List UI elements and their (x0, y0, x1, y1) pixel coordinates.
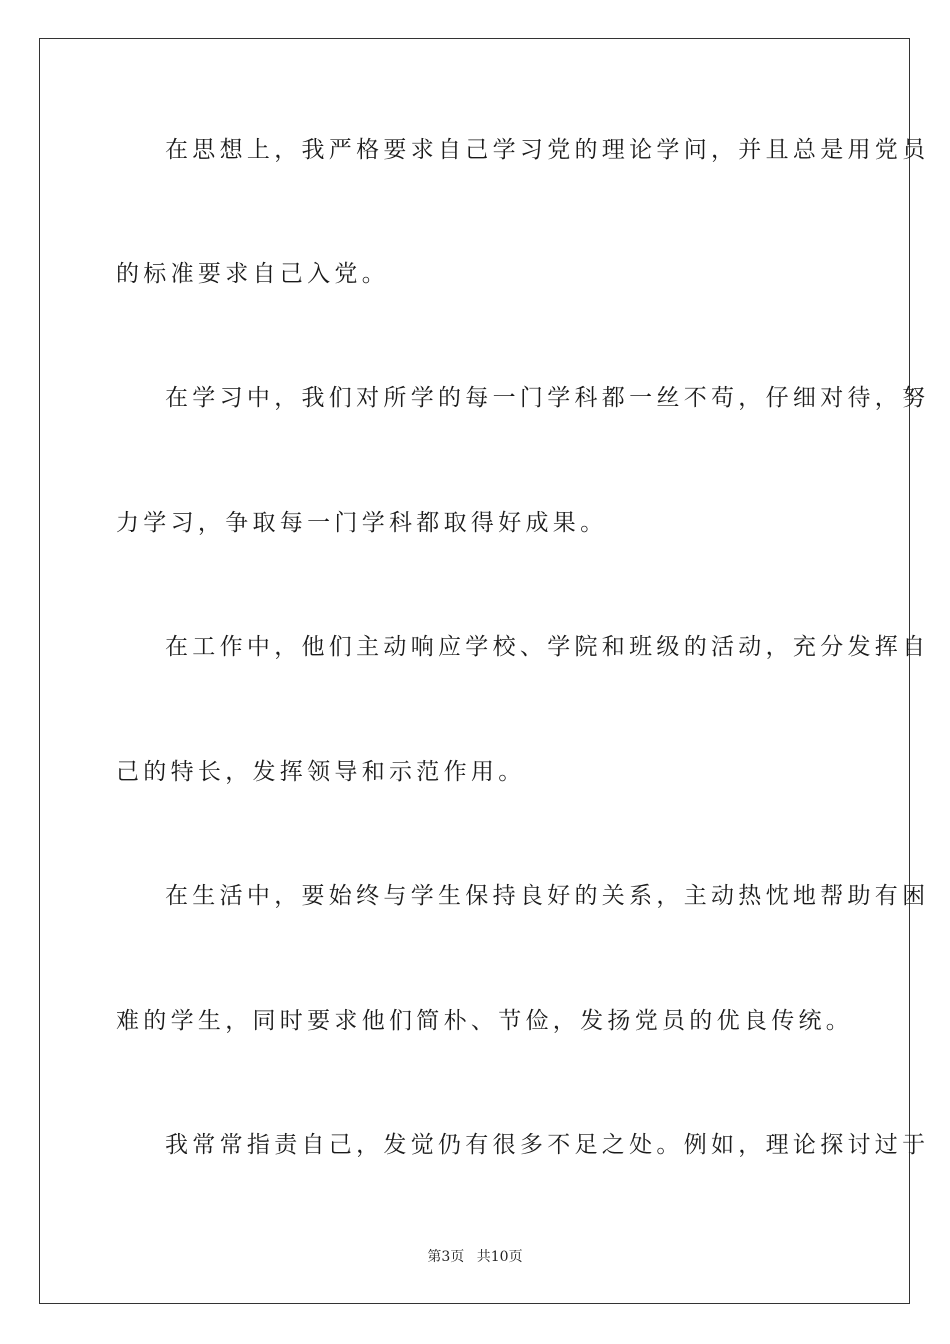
paragraph-1-line-1: 在思想上，我严格要求自己学习党的理论学问，并且总是用党员 (165, 137, 930, 163)
paragraph-2-line-1: 在学习中，我们对所学的每一门学科都一丝不苟，仔细对待，努 (165, 385, 930, 411)
paragraph-3-line-1: 在工作中，他们主动响应学校、学院和班级的活动，充分发挥自 (165, 634, 930, 660)
page-total: 共10页 (476, 1249, 523, 1265)
page-frame (39, 38, 930, 1304)
paragraph-3-line-2: 己的特长，发挥领导和示范作用。 (116, 759, 526, 785)
paragraph-4-line-2: 难的学生，同时要求他们简朴、节俭，发扬党员的优良传统。 (116, 1008, 854, 1034)
paragraph-2-line-2: 力学习，争取每一门学科都取得好成果。 (116, 510, 608, 536)
page-footer (0, 1248, 950, 1266)
page-number: 第3页 (427, 1249, 465, 1265)
paragraph-5-line-1: 我常常指责自己，发觉仍有很多不足之处。例如，理论探讨过于 (165, 1132, 930, 1158)
paragraph-1-line-2: 的标准要求自己入党。 (116, 261, 389, 287)
paragraph-4-line-1: 在生活中，要始终与学生保持良好的关系，主动热忱地帮助有困 (165, 883, 930, 909)
